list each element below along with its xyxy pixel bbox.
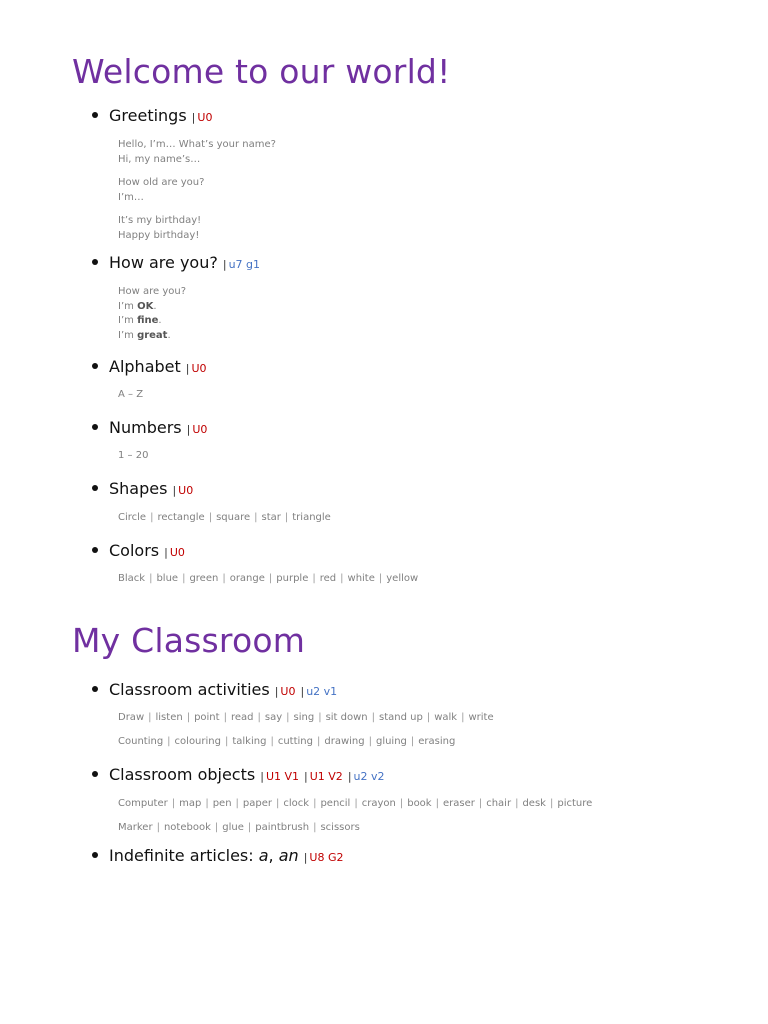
vocab-word: book	[407, 798, 432, 809]
unit-tag: u7 g1	[228, 258, 261, 271]
vocab-word: pen	[212, 798, 232, 809]
vocab-word: sing	[293, 712, 315, 723]
topic-label: Indefinite articles:	[109, 846, 254, 865]
unit-tag: U1 V2	[309, 770, 343, 783]
article-a: a	[258, 846, 269, 865]
vocab-word: green	[189, 573, 219, 584]
vocab-word: point	[194, 712, 220, 723]
vocab-word: picture	[557, 798, 593, 809]
vocab-word: stand up	[379, 712, 423, 723]
how-are-you-examples	[118, 285, 186, 343]
separator: |	[515, 798, 519, 809]
separator: |	[270, 736, 274, 747]
vocab-word: purple	[276, 573, 309, 584]
separator: |	[149, 573, 153, 584]
separator: |	[172, 484, 177, 497]
separator: |	[354, 798, 358, 809]
list-item-greetings	[92, 106, 212, 125]
bullet-icon	[92, 112, 98, 118]
vocab-word: triangle	[292, 512, 331, 523]
bullet-icon	[92, 547, 98, 553]
list-item-classroom-objects	[92, 765, 385, 784]
separator: |	[254, 512, 258, 523]
vocab-word: scissors	[320, 822, 360, 833]
section-title-welcome: Welcome to our world!	[72, 52, 451, 91]
bullet-icon	[92, 686, 98, 692]
unit-tag: U0	[192, 423, 208, 436]
separator: |	[224, 736, 229, 747]
vocab-word: glue	[222, 822, 244, 833]
separator: |	[205, 798, 209, 809]
vocab-word: red	[319, 573, 337, 584]
vocab-word: drawing	[324, 736, 365, 747]
separator: |	[313, 798, 317, 809]
example-line: I’m great.	[118, 329, 171, 341]
unit-tag: U0	[178, 484, 194, 497]
vocab-word: chair	[486, 798, 512, 809]
bullet-icon	[92, 259, 98, 265]
topic-label: Greetings	[109, 106, 187, 125]
bullet-icon	[92, 485, 98, 491]
separator: |	[164, 546, 168, 559]
unit-tag: u2 v1	[306, 685, 338, 698]
topic-label: Classroom objects	[109, 765, 256, 784]
separator: |	[185, 362, 190, 375]
list-item-how-are-you	[92, 253, 260, 272]
separator: |	[461, 712, 465, 723]
separator: |	[426, 712, 431, 723]
bullet-icon	[92, 771, 98, 777]
topic-label: Shapes	[109, 479, 168, 498]
vocab-word: colouring	[174, 736, 221, 747]
topic-label: Alphabet	[109, 357, 181, 376]
separator: |	[268, 573, 273, 584]
vocab-word: read	[230, 712, 254, 723]
separator: |	[286, 712, 290, 723]
vocab-word: talking	[232, 736, 267, 747]
separator: |	[316, 736, 321, 747]
vocab-word: Marker	[118, 822, 153, 833]
objects-row-2	[118, 821, 360, 836]
unit-tag: U0	[197, 111, 213, 124]
separator: |	[276, 798, 280, 809]
separator: |	[318, 712, 322, 723]
list-item-classroom-activities	[92, 680, 337, 699]
vocab-word: white	[347, 573, 375, 584]
example-line: I’m OK.	[118, 300, 157, 312]
separator: |	[214, 822, 219, 833]
activities-row-2	[118, 735, 455, 750]
greetings-examples	[118, 138, 276, 243]
unit-tag: U0	[169, 546, 185, 559]
separator: |	[304, 770, 308, 783]
separator: |	[371, 712, 376, 723]
separator: |	[182, 573, 186, 584]
bullet-icon	[92, 363, 98, 369]
example-line: Hi, my name’s…	[118, 153, 201, 165]
unit-tag: U0	[191, 362, 207, 375]
vocab-word: clock	[283, 798, 310, 809]
example-line: How old are you?	[118, 177, 205, 188]
colors-list	[118, 572, 418, 587]
separator: |	[347, 770, 352, 783]
separator: |	[549, 798, 554, 809]
vocab-word: pencil	[320, 798, 351, 809]
separator: |	[312, 573, 316, 584]
separator: |	[478, 798, 483, 809]
vocab-word: desk	[522, 798, 546, 809]
list-item-colors	[92, 541, 185, 560]
bullet-icon	[92, 852, 98, 858]
topic-label: Numbers	[109, 418, 182, 437]
unit-tag: U0	[280, 685, 296, 698]
vocab-word: notebook	[163, 822, 211, 833]
vocab-word: gluing	[375, 736, 407, 747]
vocab-word: rectangle	[157, 512, 205, 523]
separator: |	[222, 258, 227, 271]
activities-row-1	[118, 711, 494, 726]
numbers-range: 1 – 20	[118, 450, 149, 461]
separator: |	[247, 822, 252, 833]
article-an: an	[278, 846, 299, 865]
alphabet-range: A – Z	[118, 389, 144, 400]
topic-label: Classroom activities	[109, 680, 270, 699]
example-line: I’m fine.	[118, 315, 162, 326]
vocab-word: sit down	[325, 712, 368, 723]
example-line: It’s my birthday!	[118, 215, 202, 226]
vocab-word: yellow	[386, 573, 419, 584]
separator: |	[186, 712, 191, 723]
vocab-word: Black	[118, 573, 146, 584]
vocab-word: paintbrush	[255, 822, 310, 833]
list-item-indefinite-articles: Indefinite articles: a, an | U8 G2	[92, 846, 343, 865]
separator: |	[171, 798, 176, 809]
vocab-word: map	[179, 798, 202, 809]
vocab-word: paper	[242, 798, 272, 809]
separator: |	[340, 573, 344, 584]
separator: |	[208, 512, 213, 523]
vocab-word: Counting	[118, 736, 164, 747]
example-line: Hello, I’m… What’s your name?	[118, 139, 276, 150]
vocab-word: orange	[229, 573, 265, 584]
separator: |	[186, 423, 191, 436]
bullet-icon	[92, 424, 98, 430]
list-item-alphabet	[92, 357, 207, 376]
separator: |	[260, 770, 264, 783]
vocab-word: say	[264, 712, 283, 723]
separator: |	[156, 822, 160, 833]
vocab-word: listen	[155, 712, 183, 723]
separator: |	[222, 573, 226, 584]
unit-tag: u2 v2	[353, 770, 385, 783]
vocab-word: blue	[156, 573, 179, 584]
separator: |	[435, 798, 439, 809]
vocab-word: write	[468, 712, 494, 723]
topic-label: Colors	[109, 541, 160, 560]
topic-label: How are you?	[109, 253, 218, 272]
separator: |	[148, 712, 152, 723]
vocab-word: square	[216, 512, 251, 523]
list-item-numbers	[92, 418, 207, 437]
vocab-word: Computer	[118, 798, 168, 809]
vocab-word: cutting	[277, 736, 313, 747]
separator: |	[303, 851, 308, 864]
vocab-word: Draw	[118, 712, 145, 723]
vocab-word: crayon	[361, 798, 396, 809]
separator: |	[191, 111, 196, 124]
separator: |	[410, 736, 415, 747]
separator: |	[257, 712, 261, 723]
separator: |	[223, 712, 227, 723]
unit-tag: U8 G2	[309, 851, 344, 864]
shapes-list	[118, 511, 331, 526]
separator: |	[274, 685, 279, 698]
objects-row-1	[118, 797, 592, 812]
example-line: Happy birthday!	[118, 229, 200, 241]
separator: |	[284, 512, 289, 523]
vocab-word: star	[261, 512, 281, 523]
vocab-word: Circle	[118, 512, 147, 523]
list-item-shapes	[92, 479, 193, 498]
example-line: How are you?	[118, 286, 187, 297]
vocab-word: erasing	[418, 736, 456, 747]
separator: |	[378, 573, 383, 584]
unit-tag: U1 V1	[265, 770, 300, 783]
vocab-word: walk	[434, 712, 458, 723]
section-title-classroom: My Classroom	[72, 621, 306, 660]
separator: |	[399, 798, 404, 809]
separator: |	[150, 512, 154, 523]
separator: |	[167, 736, 171, 747]
example-line: I’m…	[118, 191, 144, 203]
separator: |	[368, 736, 372, 747]
vocab-word: eraser	[442, 798, 475, 809]
separator: |	[235, 798, 239, 809]
separator: |	[313, 822, 317, 833]
separator: |	[300, 685, 305, 698]
